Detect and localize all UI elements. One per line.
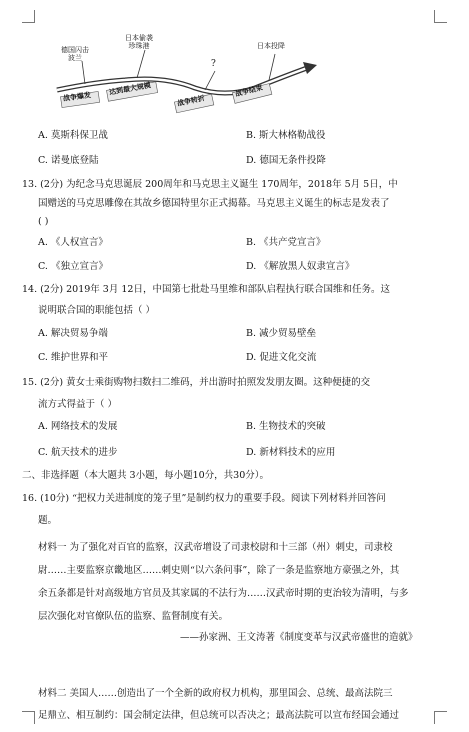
q13-option-b: B. 《共产党宣言》 — [246, 237, 326, 248]
q14-stem-line2: 说明联合国的职能包括（ ） — [38, 305, 156, 316]
q15-option-a: A. 网络技术的发展 — [38, 421, 118, 432]
q12-option-d: D. 德国无条件投降 — [246, 155, 326, 166]
q16-stem-line1: 16. (10分) “把权力关进制度的笼子里”是制约权力的重要手段。阅读下列材料并回答问 — [22, 493, 386, 504]
material2-line2: 足鼎立、相互制约：国会制定法律，但总统可以否决之；最高法院可以宣布经国会通过 — [38, 710, 400, 721]
crop-mark-top-left — [22, 10, 35, 23]
stage-text: 达到最大规模 — [108, 80, 152, 97]
q14-option-a: A. 解决贸易争端 — [38, 328, 108, 339]
q14-option-d: D. 促进文化交流 — [246, 352, 317, 363]
label-question — [211, 60, 216, 68]
q16-stem-line2: 题。 — [38, 515, 58, 526]
section2-title: 二、非选择题（本大题共 3小题，每小题10分，共30分）。 — [22, 470, 269, 481]
q13-option-a: A. 《人权宣言》 — [38, 237, 108, 248]
label-text: 德国闪击 波兰 — [61, 46, 89, 62]
material1-line2: 尉……主要监察京畿地区……刺史则“以六条问事”，除了一条是监察地方豪强之外，其 — [38, 565, 400, 576]
material1-line1: 材料一 为了强化对百官的监察，汉武帝增设了司隶校尉和十三部（州）刺史，司隶校 — [38, 542, 393, 553]
q14-option-c: C. 维护世界和平 — [38, 352, 108, 363]
label-text: ? — [211, 59, 216, 69]
label-japan-pearl — [125, 34, 153, 50]
q15-option-b: B. 生物技术的突破 — [246, 421, 326, 432]
crop-mark-bottom-right — [434, 711, 447, 724]
q13-answer-blank: ( ) — [38, 216, 49, 227]
q12-option-a: A. 莫斯科保卫战 — [38, 130, 108, 141]
q12-option-b: B. 斯大林格勒战役 — [246, 130, 326, 141]
q13-stem-line2: 国赠送的马克思雕像在其故乡德国特里尔正式揭幕。马克思主义诞生的标志是发表了 — [38, 198, 390, 209]
q14-stem-line1: 14. (2分) 2019年 3月 12日，中国第七批赴马里维和部队启程执行联合国维和任务。这 — [22, 284, 390, 295]
crop-mark-bottom-left — [22, 711, 35, 724]
stage-text: 战争转折 — [176, 93, 206, 108]
crop-mark-top-right — [434, 10, 447, 23]
q15-stem-line2: 流方式得益于（ ） — [38, 399, 118, 410]
label-text: 日本投降 — [257, 42, 285, 50]
q13-stem-line1: 13. (2分) 为纪念马克思诞辰 200周年和马克思主义诞生 170周年，2018年 5月 5日，中 — [22, 179, 398, 190]
q15-stem-line1: 15. (2分) 黄女士乘街购物扫数扫二维码，并出游时拍照发发朋友圈。这种便捷的交 — [22, 377, 371, 388]
q15-option-d: D. 新材料技术的应用 — [246, 447, 336, 458]
label-japan-surrender — [257, 42, 285, 50]
label-text: 日本偷袭 珍珠港 — [125, 34, 153, 50]
stage-text: 战争结束 — [234, 82, 264, 99]
material1-line3: 余五条都是针对高级地方官员及其家属的不法行为……汉武帝时期的吏治较为清明，与多 — [38, 588, 409, 599]
stage-text: 战争爆发 — [62, 90, 92, 103]
material1-line4: 层次强化对官僚队伍的监察、监督制度有关。 — [38, 611, 229, 622]
material2-line1: 材料二 美国人……创造出了一个全新的政府权力机构，那里国会、总统、最高法院三 — [38, 688, 393, 699]
q13-option-d: D. 《解放黑人奴隶宣言》 — [246, 261, 355, 272]
q14-option-b: B. 减少贸易壁垒 — [246, 328, 317, 339]
material1-source: ——孙家洲、王文涛著《制度变革与汉武帝盛世的造就》 — [180, 632, 418, 643]
q15-option-c: C. 航天技术的进步 — [38, 447, 118, 458]
timeline-figure — [55, 28, 317, 120]
label-germany-blitz — [61, 46, 89, 62]
q12-option-c: C. 诺曼底登陆 — [38, 155, 99, 166]
q13-option-c: C. 《独立宣言》 — [38, 261, 108, 272]
